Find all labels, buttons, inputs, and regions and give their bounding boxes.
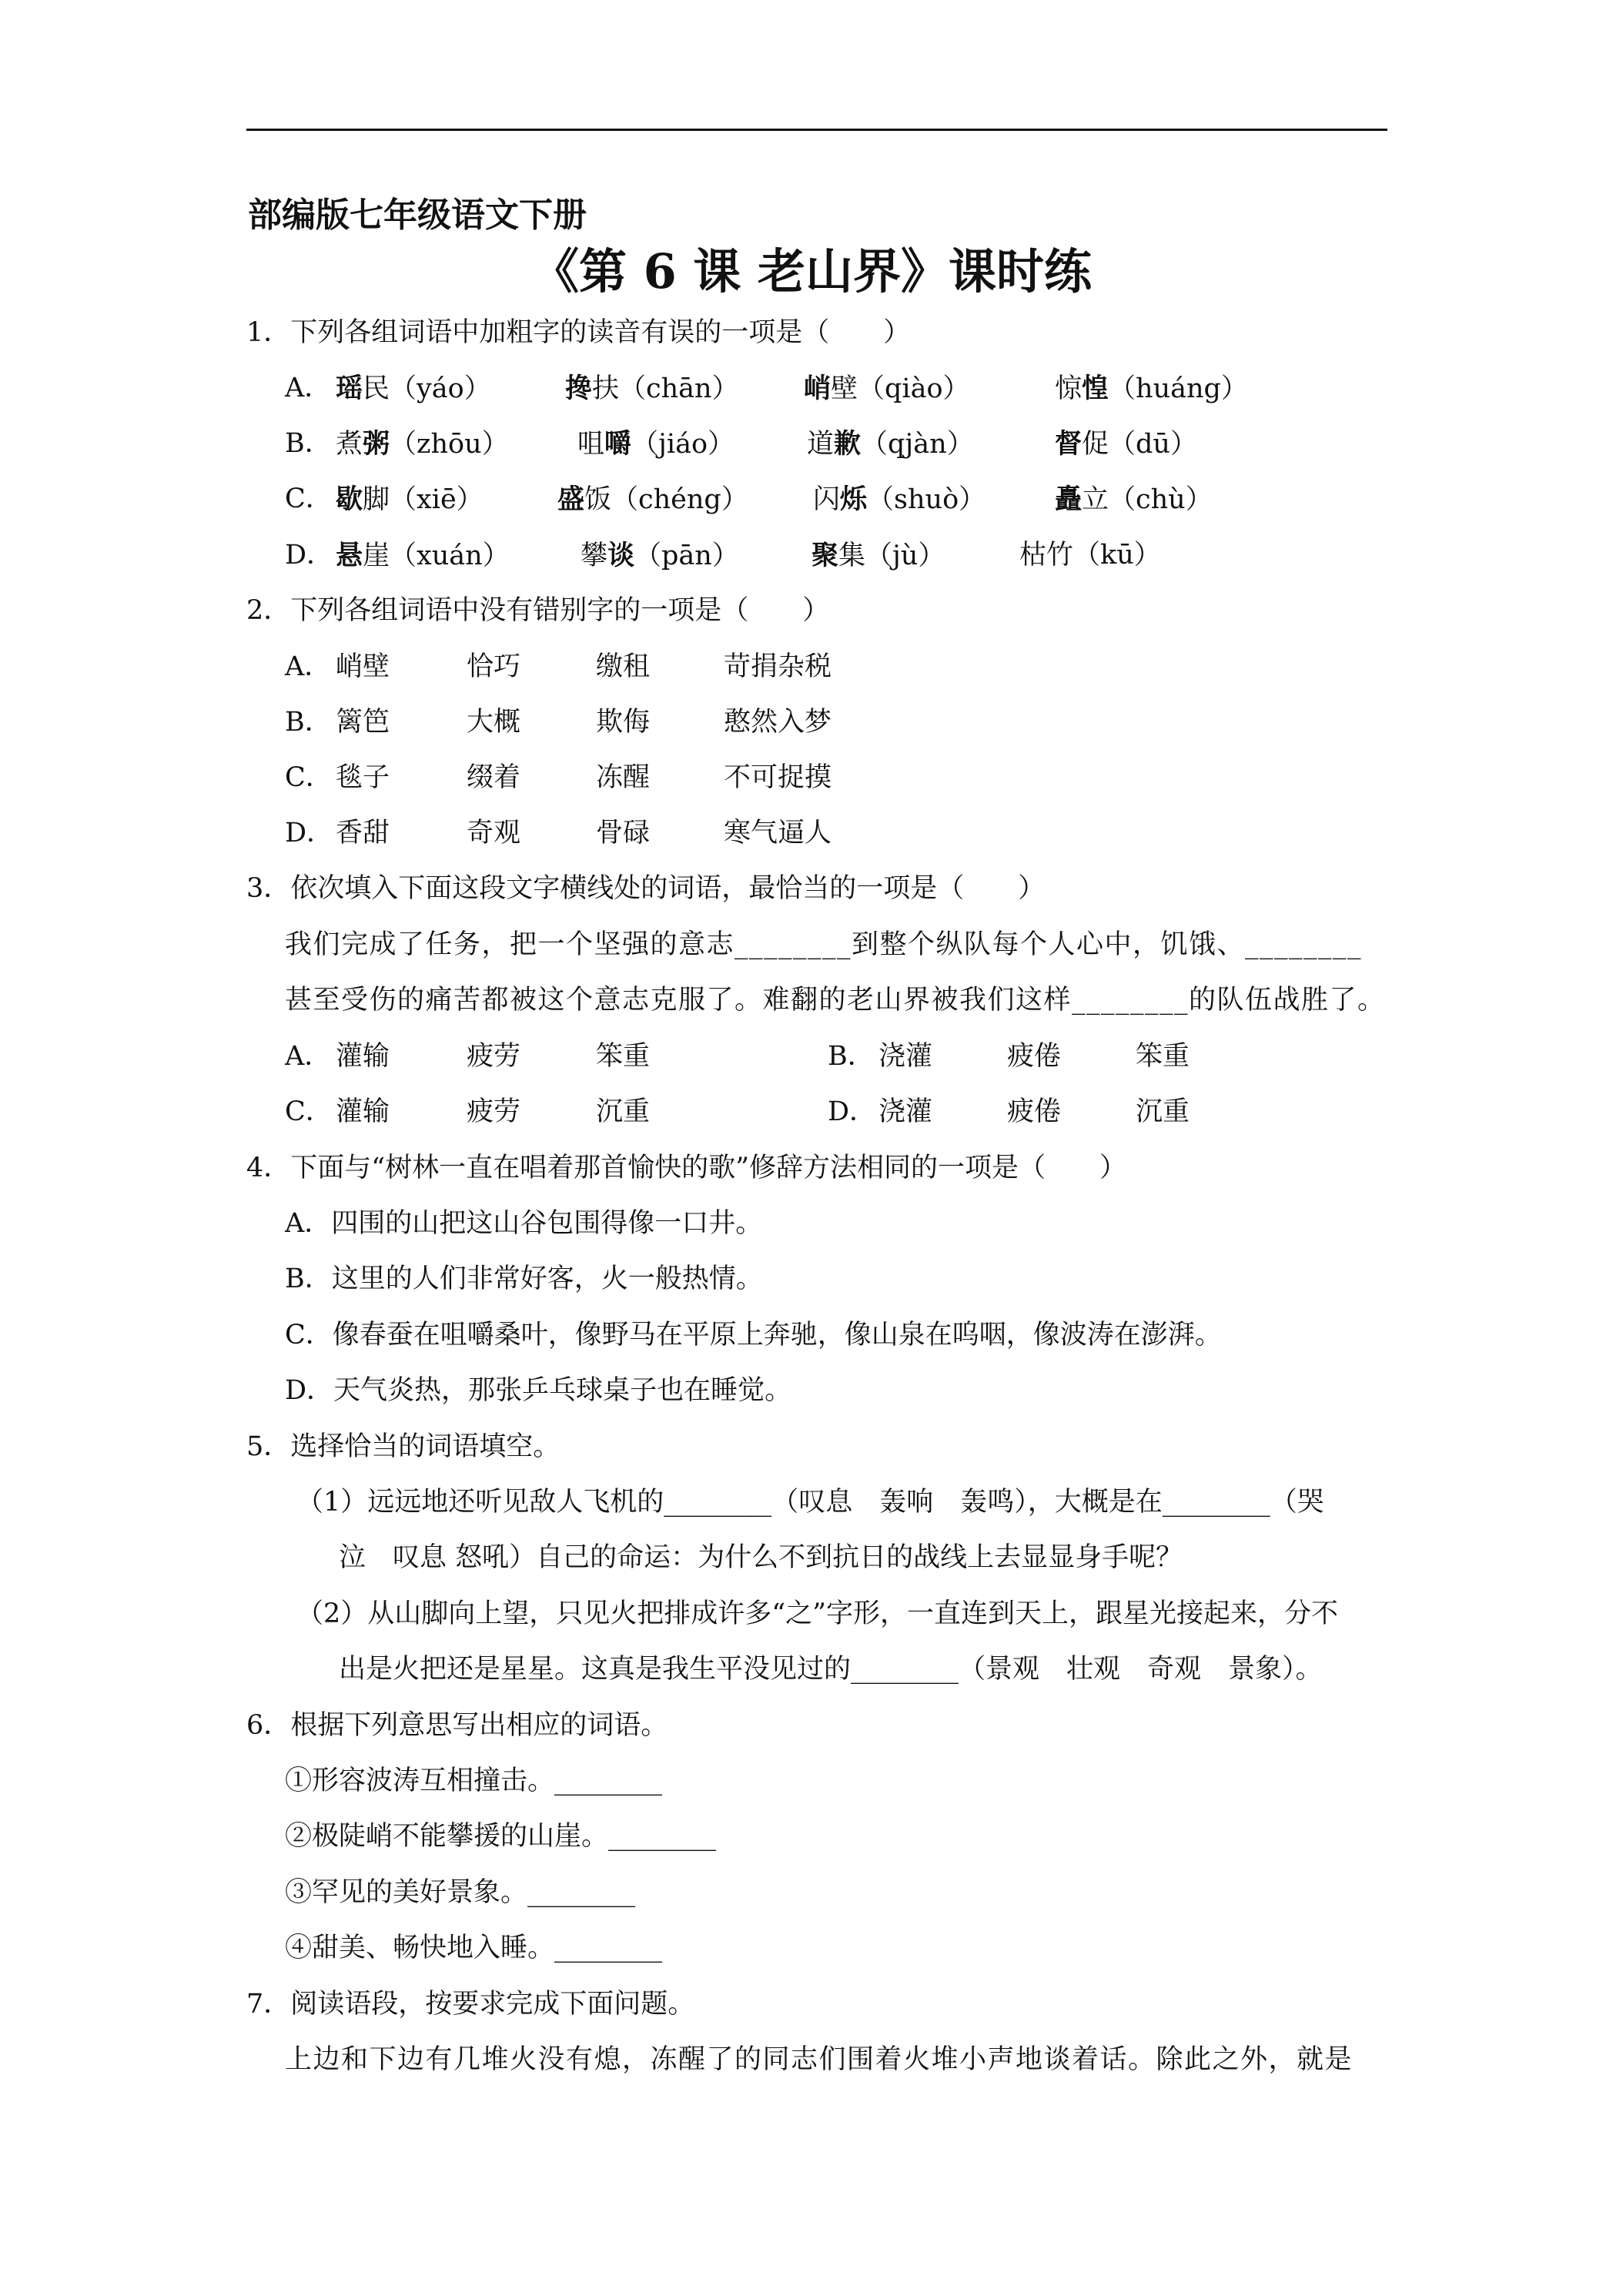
option-letter: B． [285,707,332,738]
q4-option-b: B．这里的人们非常好客，火一般热情。 [285,1263,763,1294]
q3-word: 疲劳 [467,1096,521,1127]
q2-word: 篱笆 [336,707,390,738]
q6-item-1: ①形容波涛互相撞击。________ [285,1766,663,1796]
option-letter: A． [285,651,332,682]
q1-d-word-4: 枯竹（kū） [1019,540,1161,571]
option-letter: B． [285,428,332,459]
q5-sub1-line-2: 泣 叹息 怒吼）自己的命运：为什么不到抗日的战线上去显显身手呢？ [339,1542,1183,1573]
q2-word: 毯子 [336,762,390,793]
q6-stem: 6．根据下列意思写出相应的词语。 [246,1710,668,1741]
q5-stem: 5．选择恰当的词语填空。 [246,1431,561,1462]
q2-word: 憨然入梦 [724,707,832,738]
option-letter: D． [285,540,334,571]
q7-passage-line-1: 上边和下边有几堆火没有熄，冻醒了的同志们围着火堆小声地谈着话。除此之外，就是 [285,2044,1354,2075]
q3-word: 灌输 [336,1096,390,1127]
q1-d-word-3: 聚集（jù） [812,540,945,571]
q2-word: 骨碌 [596,818,651,848]
header-rule [246,129,1387,131]
option-letter: D． [828,1096,877,1127]
q6-item-2: ②极陡峭不能攀援的山崖。________ [285,1821,717,1852]
q2-word: 奇观 [467,818,521,848]
q4-stem: 4．下面与“树林一直在唱着那首愉快的歌”修辞方法相同的一项是（ ） [246,1153,1127,1183]
q7-stem: 7．阅读语段，按要求完成下面问题。 [246,1989,695,2020]
option-letter: C． [285,1096,333,1127]
q2-word: 苛捐杂税 [724,651,832,682]
q1-d-word-1: 悬崖（xuán） [336,540,510,571]
q2-word: 寒气逼人 [724,818,832,848]
q4-option-d: D．天气炎热，那张乒乓球桌子也在睡觉。 [285,1375,792,1406]
q3-stem: 3．依次填入下面这段文字横线处的词语，最恰当的一项是（ ） [246,873,1046,904]
q1-c-word-2: 盛饭（chéng） [557,484,748,515]
q1-d-word-2: 攀谈（pān） [581,540,739,571]
q3-passage-line-1: 我们完成了任务，把一个坚强的意志________到整个纵队每个人心中，饥饿、________ [285,929,1363,960]
q2-word: 冻醒 [596,762,651,793]
q1-b-word-2: 咀嚼（jiáo） [577,428,735,460]
q3-word: 沉重 [596,1096,651,1127]
worksheet-subtitle: 部编版七年级语文下册 [248,196,587,235]
q1-a-word-3: 峭壁（qiào） [804,373,970,404]
q1-c-word-3: 闪烁（shuò） [813,484,986,515]
q2-word: 欺侮 [596,707,651,738]
option-letter: B． [828,1041,875,1072]
q1-a-word-1: 瑶民（yáo） [336,373,491,404]
q3-word: 笨重 [596,1041,651,1072]
option-letter: C． [285,762,333,793]
q1-b-word-4: 督促（dū） [1055,428,1197,460]
q1-c-word-1: 歇脚（xiē） [336,484,484,515]
q2-word: 不可捉摸 [724,762,832,793]
q3-word: 疲倦 [1007,1096,1062,1127]
option-letter: A． [285,373,332,403]
q1-b-word-1: 煮粥（zhōu） [336,428,509,460]
q3-word: 浇灌 [878,1041,933,1072]
q3-word: 笨重 [1136,1041,1190,1072]
q4-option-c: C．像春蚕在咀嚼桑叶，像野马在平原上奔驰，像山泉在呜咽，像波涛在澎湃。 [285,1320,1222,1350]
q3-word: 沉重 [1136,1096,1190,1127]
q3-word: 浇灌 [878,1096,933,1127]
option-letter: C． [285,484,333,514]
q1-stem: 1．下列各组词语中加粗字的读音有误的一项是（ ） [246,317,911,348]
q1-b-word-3: 道歉（qjàn） [807,428,974,460]
q5-sub1-line-1: （1）远远地还听见敌人飞机的________（叹息 轰响 轰鸣），大概是在________（哭 [296,1487,1324,1518]
q2-word: 缀着 [467,762,521,793]
q2-word: 缴租 [596,651,651,682]
option-letter: A． [285,1041,332,1072]
q3-word: 灌输 [336,1041,390,1072]
q2-word: 恰巧 [467,651,521,682]
q3-word: 疲倦 [1007,1041,1062,1072]
q2-word: 香甜 [336,818,390,848]
q1-c-word-4: 矗立（chù） [1055,484,1213,515]
q3-word: 疲劳 [467,1041,521,1072]
q1-a-word-4: 惊惶（huáng） [1055,373,1248,404]
q5-sub2-line-1: （2）从山脚向上望，只见火把排成许多“之”字形，一直连到天上，跟星光接起来，分不 [296,1598,1339,1629]
q2-stem: 2．下列各组词语中没有错别字的一项是（ ） [246,595,830,626]
option-letter: D． [285,818,334,848]
q3-passage-line-2: 甚至受伤的痛苦都被这个意志克服了。难翻的老山界被我们这样________的队伍战胜了。 [285,985,1386,1016]
q6-item-3: ③罕见的美好景象。________ [285,1877,636,1908]
q6-item-4: ④甜美、畅快地入睡。________ [285,1933,663,1963]
worksheet-title: 《第 6 课 老山界》课时练 [531,243,1092,300]
q2-word: 大概 [467,707,521,738]
q2-word: 峭壁 [336,651,390,682]
q4-option-a: A．四围的山把这山谷包围得像一口井。 [285,1208,763,1239]
q1-a-word-2: 搀扶（chān） [565,373,739,404]
q5-sub2-line-2: 出是火把还是星星。这真是我生平没见过的________（景观 壮观 奇观 景象）。 [339,1654,1323,1685]
